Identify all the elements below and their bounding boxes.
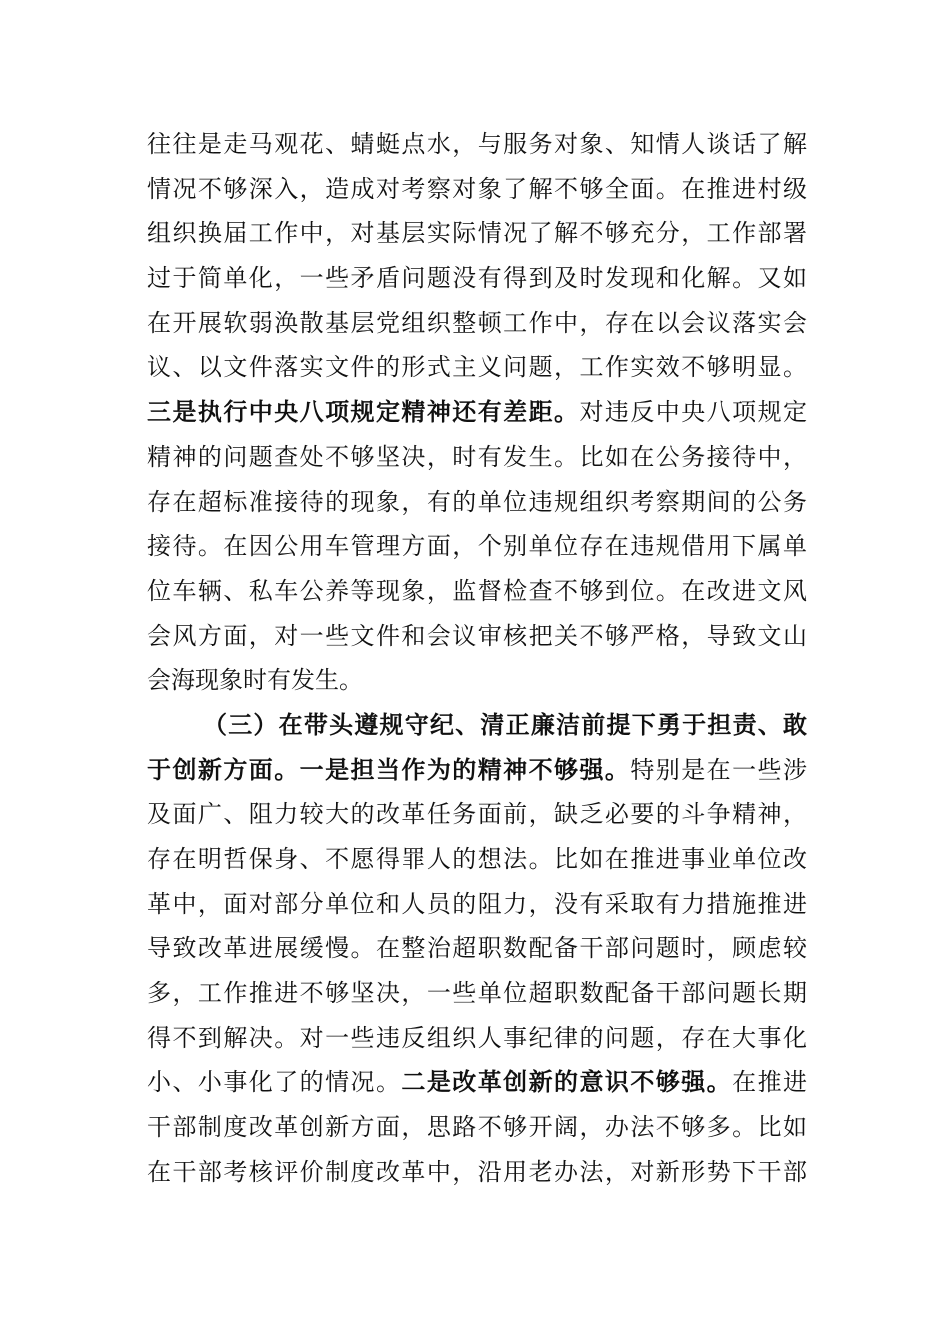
text-run: 及面广、阻力较大的改革任务面前，缺乏必要的斗争精神， <box>147 800 807 829</box>
text-line <box>147 926 807 971</box>
text-line <box>147 971 807 1016</box>
text-run: 得不到解决。对一些违反组织人事纪律的问题，存在大事化 <box>147 1023 807 1052</box>
text-line <box>147 167 807 212</box>
text-line <box>147 1105 807 1150</box>
text-line <box>147 748 807 793</box>
bold-heading-run: 三是执行中央八项规定精神还有差距。 <box>147 397 580 427</box>
text-run: 存在明哲保身、不愿得罪人的想法。比如在推进事业单位改 <box>147 845 807 873</box>
text-line <box>147 524 807 569</box>
text-run: 特别是在一些涉 <box>630 755 807 784</box>
text-line <box>147 345 807 390</box>
text-line <box>147 480 807 525</box>
text-run: 干部制度改革创新方面，思路不够开阔，办法不够多。比如 <box>147 1113 807 1142</box>
text-line <box>147 882 807 927</box>
text-run: 情况不够深入，造成对考察对象了解不够全面。在推进村级 <box>147 174 807 203</box>
text-line <box>147 1016 807 1061</box>
bold-heading-run: 于创新方面。一是担当作为的精神不够强。 <box>147 754 631 784</box>
text-run: 位车辆、私车公养等现象，监督检查不够到位。在改进文风 <box>147 576 807 605</box>
text-line <box>147 614 807 659</box>
text-line <box>147 658 807 703</box>
text-run: 对违反中央八项规定 <box>579 398 808 427</box>
text-run: 革中，面对部分单位和人员的阻力，没有采取有力措施推进 <box>147 889 807 918</box>
bold-heading-run: （三）在带头遵规守纪、清正廉洁前提下勇于担责、敢 <box>203 709 807 739</box>
text-line <box>147 390 807 435</box>
text-line <box>147 1150 807 1195</box>
text-run: 过于简单化，一些矛盾问题没有得到及时发现和化解。又如 <box>147 264 807 293</box>
text-line <box>147 792 807 837</box>
text-run: 在开展软弱涣散基层党组织整顿工作中，存在以会议落实会 <box>147 308 807 337</box>
text-run: 接待。在因公用车管理方面，个别单位存在违规借用下属单 <box>147 532 807 561</box>
text-line <box>147 301 807 346</box>
text-run: 多，工作推进不够坚决，一些单位超职数配备干部问题长期 <box>147 979 807 1008</box>
text-run: 在推进 <box>732 1068 808 1097</box>
text-run: 存在超标准接待的现象，有的单位违规组织考察期间的公务 <box>147 487 807 516</box>
body-text <box>147 122 807 1195</box>
text-line <box>147 837 807 882</box>
text-line <box>147 122 807 167</box>
text-run: 组织换届工作中，对基层实际情况了解不够充分，工作部署 <box>147 219 807 248</box>
text-run: 会海现象时有发生。 <box>147 666 363 695</box>
text-line <box>147 211 807 256</box>
text-run: 小、小事化了的情况。 <box>147 1068 402 1097</box>
bold-heading-run: 二是改革创新的意识不够强。 <box>401 1067 733 1097</box>
text-line <box>147 569 807 614</box>
text-line <box>147 256 807 301</box>
text-run: 会风方面，对一些文件和会议审核把关不够严格，导致文山 <box>147 621 807 650</box>
text-run: 议、以文件落实文件的形式主义问题，工作实效不够明显。 <box>147 353 807 382</box>
text-run: 精神的问题查处不够坚决，时有发生。比如在公务接待中， <box>147 442 807 471</box>
text-line <box>147 435 807 480</box>
text-line <box>147 1060 807 1105</box>
text-run: 在干部考核评价制度改革中，沿用老办法，对新形势下干部 <box>147 1157 807 1186</box>
text-run: 导致改革进展缓慢。在整治超职数配备干部问题时，顾虑较 <box>147 934 807 963</box>
section-heading-line <box>147 703 807 748</box>
text-run: 往往是走马观花、蜻蜓点水，与服务对象、知情人谈话了解 <box>147 130 807 158</box>
